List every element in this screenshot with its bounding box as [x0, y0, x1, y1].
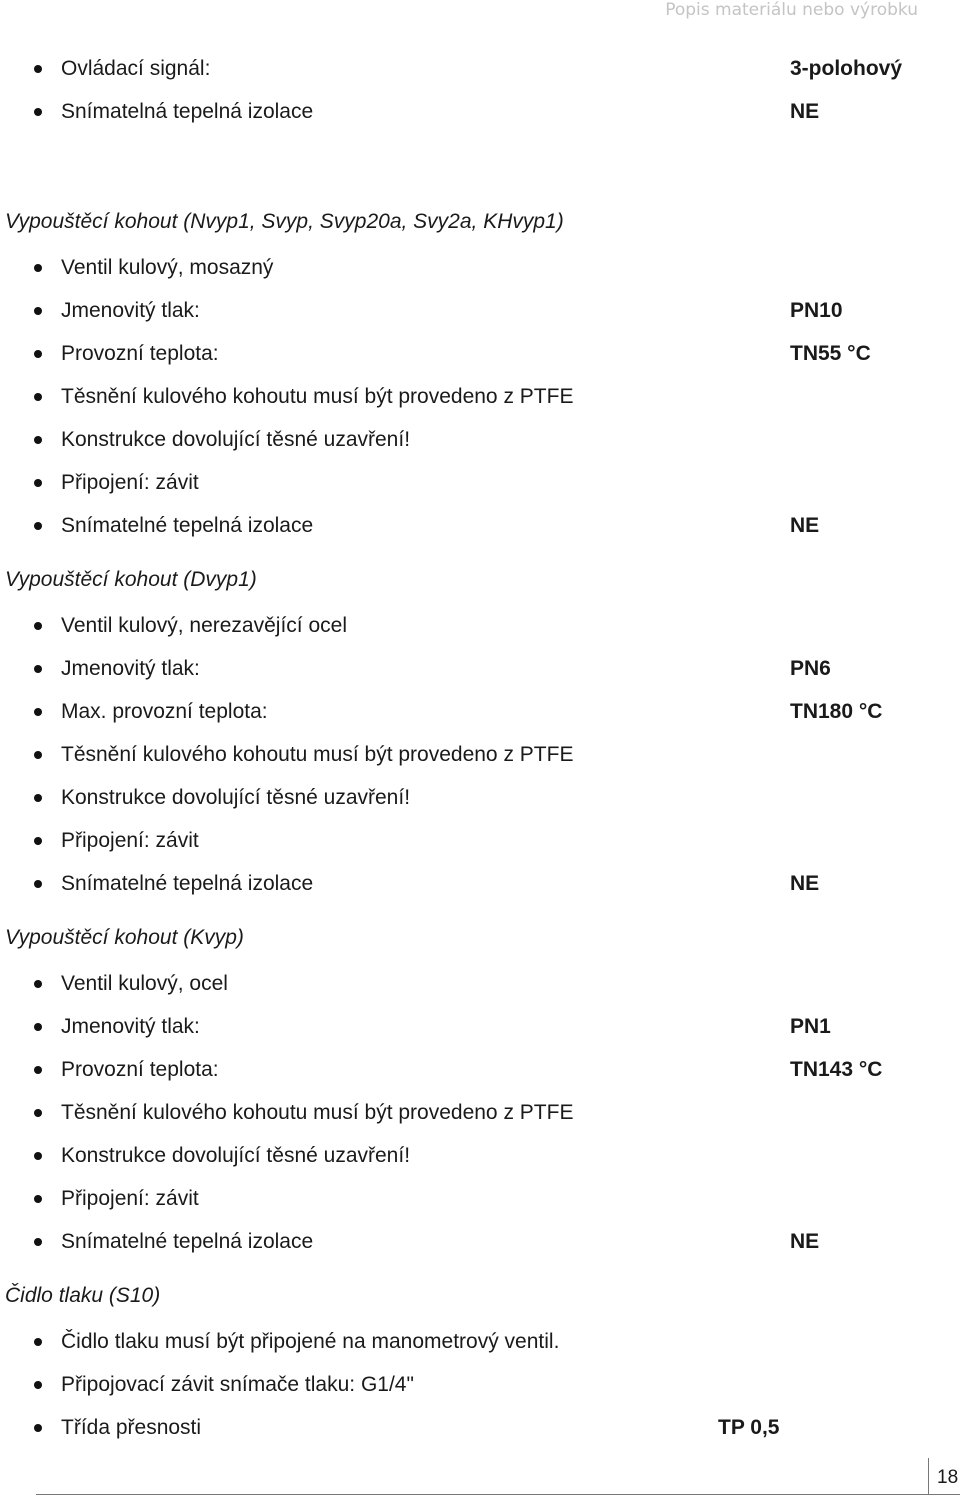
- item-label: Snímatelné tepelná izolace: [61, 1230, 314, 1253]
- item-label: Snímatelná tepelná izolace: [61, 100, 314, 123]
- item-label: Ovládací signál:: [61, 57, 211, 80]
- bullet-icon: [34, 980, 42, 988]
- list-item: [0, 1056, 960, 1086]
- section-heading: Vypouštěcí kohout (Dvyp1): [5, 568, 257, 591]
- item-value: NE: [790, 100, 820, 123]
- bullet-icon: [34, 751, 42, 759]
- bullet-icon: [34, 108, 42, 116]
- bullet-icon: [34, 1238, 42, 1246]
- list-item: [0, 297, 960, 327]
- item-value: PN1: [790, 1015, 831, 1038]
- bullet-icon: [34, 794, 42, 802]
- item-label: Připojovací závit snímače tlaku: G1/4": [61, 1373, 414, 1396]
- page-number: 18: [937, 1467, 959, 1488]
- list-item: [0, 1371, 960, 1401]
- bullet-icon: [34, 708, 42, 716]
- bullet-icon: [34, 479, 42, 487]
- list-item: [0, 1013, 960, 1043]
- item-label: Konstrukce dovolující těsné uzavření!: [61, 1144, 411, 1167]
- item-label: Třída přesnosti: [61, 1416, 202, 1439]
- list-item: [0, 655, 960, 685]
- item-label: Provozní teplota:: [61, 342, 219, 365]
- item-label: Těsnění kulového kohoutu musí být provedeno z PTFE: [61, 385, 574, 408]
- item-label: Ventil kulový, nerezavějící ocel: [61, 614, 347, 637]
- bullet-icon: [34, 837, 42, 845]
- bullet-icon: [34, 622, 42, 630]
- item-value: TP 0,5: [718, 1416, 780, 1439]
- item-value: PN6: [790, 657, 831, 680]
- list-item: [0, 426, 960, 456]
- list-item: [0, 1228, 960, 1258]
- list-item: [0, 698, 960, 728]
- page-header: Popis materiálu nebo výrobku: [665, 0, 918, 20]
- item-label: Jmenovitý tlak:: [61, 1015, 200, 1038]
- list-item: [0, 741, 960, 771]
- item-value: TN55 °C: [790, 342, 871, 365]
- list-item: [0, 340, 960, 370]
- item-label: Jmenovitý tlak:: [61, 657, 200, 680]
- bullet-icon: [34, 1066, 42, 1074]
- section-heading: Čidlo tlaku (S10): [5, 1284, 161, 1307]
- item-label: Jmenovitý tlak:: [61, 299, 200, 322]
- item-value: PN10: [790, 299, 843, 322]
- list-item: [0, 612, 960, 642]
- list-item: [0, 1099, 960, 1129]
- list-item: [0, 970, 960, 1000]
- item-label: Snímatelné tepelná izolace: [61, 872, 314, 895]
- list-item: [0, 1185, 960, 1215]
- item-label: Konstrukce dovolující těsné uzavření!: [61, 786, 411, 809]
- item-value: NE: [790, 1230, 820, 1253]
- bullet-icon: [34, 1152, 42, 1160]
- bullet-icon: [34, 65, 42, 73]
- item-label: Ventil kulový, mosazný: [61, 256, 274, 279]
- list-item: [0, 512, 960, 542]
- bullet-icon: [34, 522, 42, 530]
- item-label: Provozní teplota:: [61, 1058, 219, 1081]
- bullet-icon: [34, 436, 42, 444]
- item-value: 3-polohový: [790, 57, 903, 80]
- item-label: Čidlo tlaku musí být připojené na manometrový ventil.: [61, 1330, 560, 1353]
- list-item: [0, 784, 960, 814]
- list-item: [0, 254, 960, 284]
- item-label: Připojení: závit: [61, 471, 199, 494]
- bullet-icon: [34, 665, 42, 673]
- item-label: Max. provozní teplota:: [61, 700, 268, 723]
- bullet-icon: [34, 350, 42, 358]
- footer-rule: [36, 1494, 928, 1495]
- list-item: [0, 383, 960, 413]
- bullet-icon: [34, 1023, 42, 1031]
- item-label: Těsnění kulového kohoutu musí být provedeno z PTFE: [61, 1101, 574, 1124]
- list-item: [0, 98, 960, 128]
- bullet-icon: [34, 307, 42, 315]
- item-label: Připojení: závit: [61, 829, 199, 852]
- item-label: Těsnění kulového kohoutu musí být provedeno z PTFE: [61, 743, 574, 766]
- section-heading: Vypouštěcí kohout (Kvyp): [5, 926, 244, 949]
- list-item: [0, 1142, 960, 1172]
- item-value: TN180 °C: [790, 700, 883, 723]
- list-item: [0, 1328, 960, 1358]
- bullet-icon: [34, 1381, 42, 1389]
- item-label: Ventil kulový, ocel: [61, 972, 228, 995]
- list-item: [0, 55, 960, 85]
- bullet-icon: [34, 393, 42, 401]
- list-item: [0, 469, 960, 499]
- bullet-icon: [34, 1338, 42, 1346]
- bullet-icon: [34, 264, 42, 272]
- bullet-icon: [34, 1424, 42, 1432]
- section-heading: Vypouštěcí kohout (Nvyp1, Svyp, Svyp20a, Svy2a, KHvyp1): [5, 210, 564, 233]
- item-value: NE: [790, 514, 820, 537]
- item-label: Konstrukce dovolující těsné uzavření!: [61, 428, 411, 451]
- item-label: Snímatelné tepelná izolace: [61, 514, 314, 537]
- list-item: [0, 870, 960, 900]
- bullet-icon: [34, 880, 42, 888]
- bullet-icon: [34, 1109, 42, 1117]
- item-value: NE: [790, 872, 820, 895]
- item-label: Připojení: závit: [61, 1187, 199, 1210]
- list-item: [0, 1414, 960, 1444]
- item-value: TN143 °C: [790, 1058, 883, 1081]
- list-item: [0, 827, 960, 857]
- bullet-icon: [34, 1195, 42, 1203]
